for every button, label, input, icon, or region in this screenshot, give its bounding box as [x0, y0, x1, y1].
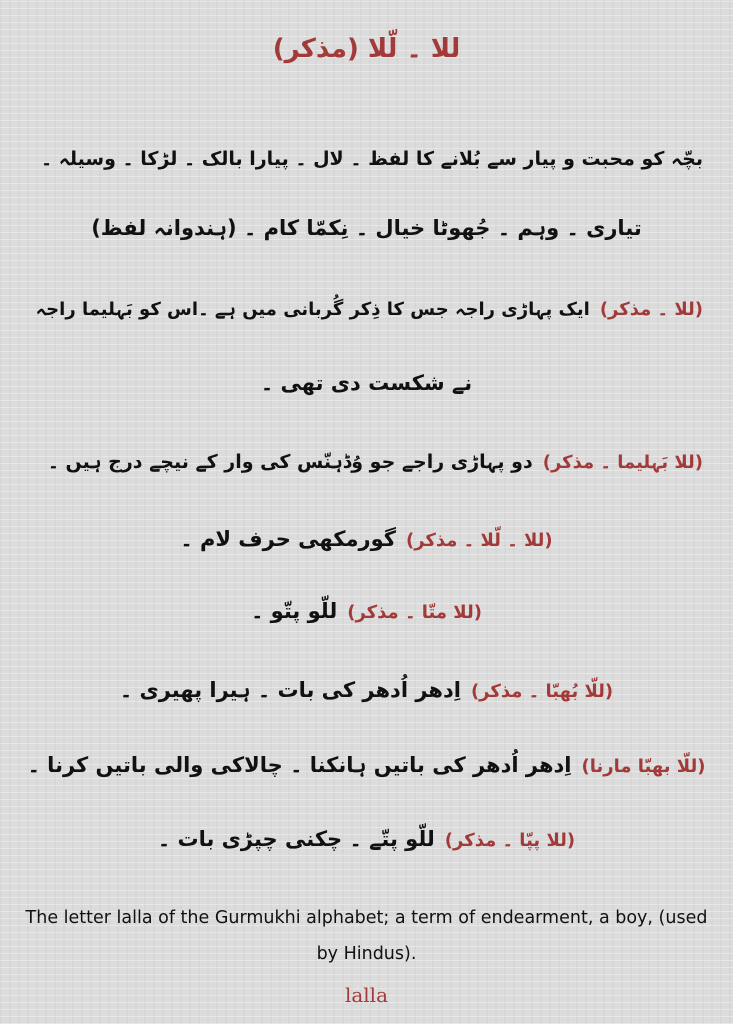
entry-tag: (للّا بھبّا مارنا) [581, 756, 706, 777]
entry-tag: (للا ۔ لّلا ۔ مذکر) [405, 530, 553, 551]
definition-line-7 [0, 595, 733, 629]
entry-tag: (للا متّا ۔ مذکر) [347, 602, 482, 623]
definition-line-9 [0, 749, 733, 783]
entry-title: للا ۔ لّلا (مذکر) [272, 34, 461, 64]
definition-line-6 [0, 523, 733, 557]
definition-line-2 [0, 212, 733, 244]
definition-text: ایک پہاڑی راجہ جس کا ذِکر گُربانی میں ہے ۔اس کو بَہلیما راجہ [35, 299, 590, 320]
entry-tag: (للا پپّا ۔ مذکر) [444, 830, 576, 851]
definition-line-3 [30, 294, 703, 326]
definition-line-10 [0, 823, 733, 857]
definition-text: نے شکست دی تھی ۔ [260, 371, 473, 395]
definition-text: اِدھر اُدھر کی باتیں ہانکنا ۔ چالاکی والی باتیں کرنا ۔ [27, 753, 572, 777]
entry-tag: (للّا بُھبّا ۔ مذکر) [470, 681, 614, 702]
definition-line-5 [30, 446, 703, 479]
definition-text: للّو پتّے ۔ چکنی چپڑی بات ۔ [157, 827, 435, 851]
definition-line-8 [0, 674, 733, 708]
definition-line-1 [30, 143, 703, 175]
definition-line-4 [0, 367, 733, 399]
romanized-word: lalla [344, 983, 389, 1007]
entry-tag: (للا بَہلیما ۔ مذکر) [542, 452, 703, 473]
english-translation: The letter lalla of the Gurmukhi alphabet; a term of endearment, a boy, (used by Hindus). [25, 908, 708, 964]
definition-text: تیاری ۔ وہم ۔ جُھوٹا خیال ۔ نِکمّا کام ۔ (ہندوانہ لفظ) [91, 216, 642, 240]
entry-tag: (للا ۔ مذکر) [599, 299, 703, 320]
definition-text: للّو پتّو ۔ [251, 599, 338, 623]
definition-text: اِدھر اُدھر کی بات ۔ ہیرا پھیری ۔ [119, 678, 461, 702]
definition-text: دو پہاڑی راجے جو وُڈہنّس کی وار کے نیچے درج ہیں ۔ [47, 451, 533, 473]
definition-text: گورمکھی حرف لام ۔ [180, 527, 396, 551]
definition-text: بچّہ کو محبت و پیار سے بُلانے کا لفظ ۔ لال ۔ پیارا بالک ۔ لڑکا ۔ وسیلہ ۔ [41, 148, 703, 170]
